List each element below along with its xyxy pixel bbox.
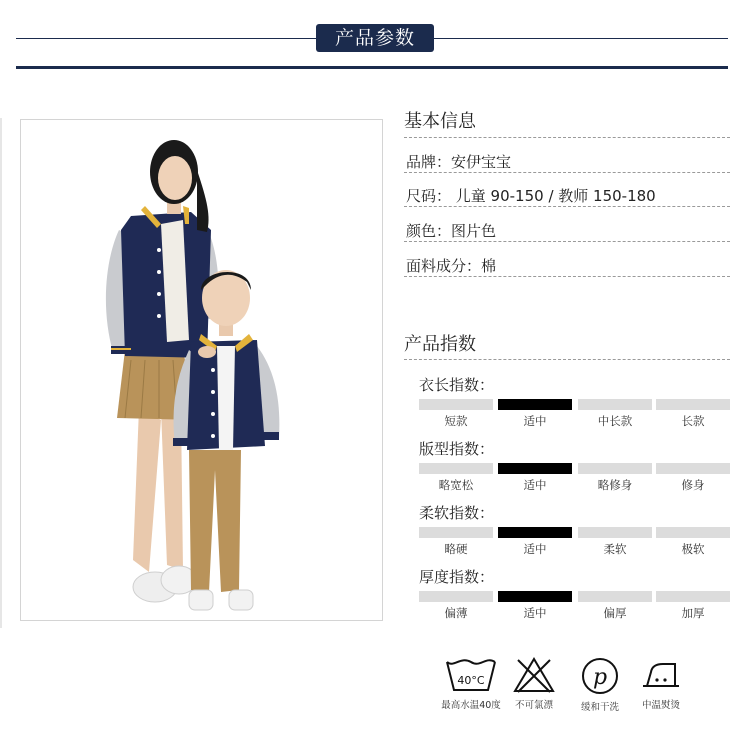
no-bleach-icon: [512, 656, 556, 694]
care-wash: [435, 656, 507, 711]
index-label: 版型指数：: [419, 440, 495, 458]
index-option-label: 中长款: [597, 414, 633, 428]
index-option-label: 极软: [681, 542, 705, 556]
index-option-label: 适中: [523, 606, 547, 620]
index-bar-selected: [498, 527, 572, 538]
index-bar: [656, 527, 730, 538]
care-caption: 不可氯漂: [514, 700, 553, 711]
index-option-label: 柔软: [603, 542, 627, 556]
care-caption: 缓和干洗: [580, 702, 619, 713]
index-option-label: 适中: [523, 414, 547, 428]
index-option-label: 适中: [523, 542, 547, 556]
index-option-label: 长款: [681, 414, 705, 428]
header-rule-thick: [16, 66, 728, 69]
separator: [404, 137, 730, 138]
product-photo: [20, 119, 383, 621]
index-bar: [419, 463, 493, 474]
index-bar: [419, 591, 493, 602]
left-edge-line: [0, 118, 2, 628]
index-bar: [656, 463, 730, 474]
info-row-color: 颜色：图片色: [406, 222, 497, 240]
index-option-label: 短款: [444, 414, 468, 428]
page-title: 产品参数: [316, 24, 434, 52]
separator: [404, 206, 730, 207]
care-iron: [625, 656, 697, 711]
mother-son-jacket-illustration: [21, 120, 383, 621]
care-caption: 最高水温40度: [441, 700, 501, 711]
index-bar: [419, 399, 493, 410]
index-label: 厚度指数：: [419, 568, 495, 586]
index-bar: [656, 591, 730, 602]
index-bar-selected: [498, 399, 572, 410]
info-row-size: 尺码： 儿童 90-150 / 教师 150-180: [406, 187, 656, 205]
wash-40-icon: [444, 656, 498, 694]
separator: [404, 276, 730, 277]
dry-clean-p-icon: [580, 656, 620, 696]
care-bleach: [498, 656, 570, 711]
product-index-title: 产品指数: [404, 334, 476, 355]
index-option-label: 略宽松: [438, 478, 474, 492]
svg-text:p: p: [592, 665, 608, 690]
iron-medium-icon: [639, 656, 683, 694]
separator: [404, 241, 730, 242]
index-label: 柔软指数：: [419, 504, 495, 522]
index-bar: [419, 527, 493, 538]
info-row-fabric: 面料成分：棉: [406, 257, 497, 275]
index-bar: [656, 399, 730, 410]
index-option-label: 偏厚: [603, 606, 627, 620]
index-option-label: 略硬: [444, 542, 468, 556]
basic-info-title: 基本信息: [404, 111, 476, 132]
index-option-label: 略修身: [597, 478, 633, 492]
index-option-label: 偏薄: [444, 606, 468, 620]
separator: [404, 359, 730, 360]
info-row-brand: 品牌：安伊宝宝: [406, 153, 512, 171]
index-bar: [578, 463, 652, 474]
index-label: 衣长指数：: [419, 376, 495, 394]
index-bar-selected: [498, 591, 572, 602]
index-option-label: 加厚: [681, 606, 705, 620]
care-caption: 中温熨烫: [641, 700, 680, 711]
index-bar: [578, 399, 652, 410]
svg-text:40°C: 40°C: [457, 674, 485, 687]
index-bar-selected: [498, 463, 572, 474]
index-bar: [578, 591, 652, 602]
separator: [404, 172, 730, 173]
index-option-label: 修身: [681, 478, 705, 492]
index-bar: [578, 527, 652, 538]
index-option-label: 适中: [523, 478, 547, 492]
